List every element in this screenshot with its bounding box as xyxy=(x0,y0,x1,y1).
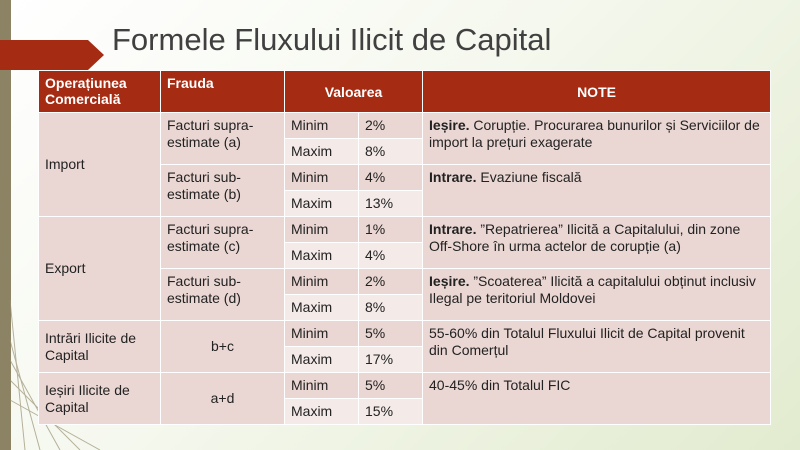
note-cell xyxy=(423,113,771,165)
operation-export: Export xyxy=(39,217,161,321)
operation-outflows: Ieșiri Ilicite de Capital xyxy=(39,373,161,425)
min-label: Minim xyxy=(285,113,359,139)
capital-flow-table xyxy=(38,70,771,425)
note-cell xyxy=(423,165,771,217)
table-row xyxy=(39,321,771,347)
formula-cell: a+d xyxy=(161,373,285,425)
max-value: 13% xyxy=(359,191,423,217)
min-label: Minim xyxy=(285,269,359,295)
note-bold: Intrare. xyxy=(429,221,477,237)
min-label: Minim xyxy=(285,217,359,243)
title-arrow-shape xyxy=(0,40,104,70)
max-label: Maxim xyxy=(285,399,359,425)
min-label: Minim xyxy=(285,373,359,399)
note-text: ”Scoaterea” Ilicită a capitalului obținut inclusiv Ilegal pe teritoriul Moldovei xyxy=(429,273,756,306)
note-cell: 40-45% din Totalul FIC xyxy=(423,373,771,425)
max-label: Maxim xyxy=(285,295,359,321)
max-value: 17% xyxy=(359,347,423,373)
note-text: ”Repatrierea” Ilicită a Capitalului, din zone Off-Shore în urma actelor de corupție (a) xyxy=(429,221,741,254)
min-value: 4% xyxy=(359,165,423,191)
min-label: Minim xyxy=(285,165,359,191)
max-value: 8% xyxy=(359,139,423,165)
max-value: 15% xyxy=(359,399,423,425)
note-bold: Ieșire. xyxy=(429,117,470,133)
max-label: Maxim xyxy=(285,139,359,165)
note-cell: 55-60% din Totalul Fluxului Ilicit de Capital provenit din Comerțul xyxy=(423,321,771,373)
header-operation: Operațiunea Comercială xyxy=(39,71,161,113)
table-row xyxy=(39,217,771,243)
header-fraud: Frauda xyxy=(161,71,285,113)
table-row xyxy=(39,113,771,139)
min-value: 5% xyxy=(359,373,423,399)
note-bold: Ieșire. xyxy=(429,273,470,289)
header-notes: NOTE xyxy=(423,71,771,113)
min-label: Minim xyxy=(285,321,359,347)
note-bold: Intrare. xyxy=(429,169,477,185)
min-value: 2% xyxy=(359,113,423,139)
min-value: 1% xyxy=(359,217,423,243)
max-value: 4% xyxy=(359,243,423,269)
max-value: 8% xyxy=(359,295,423,321)
operation-import: Import xyxy=(39,113,161,217)
note-cell xyxy=(423,269,771,321)
max-label: Maxim xyxy=(285,347,359,373)
header-value: Valoarea xyxy=(285,71,423,113)
min-value: 2% xyxy=(359,269,423,295)
max-label: Maxim xyxy=(285,191,359,217)
note-text: Evaziune fiscală xyxy=(476,169,582,185)
slide-title: Formele Fluxului Ilicit de Capital xyxy=(112,22,552,57)
min-value: 5% xyxy=(359,321,423,347)
fraud-cell: Facturi sub-estimate (d) xyxy=(161,269,285,321)
fraud-cell: Facturi supra-estimate (c) xyxy=(161,217,285,269)
fraud-cell: Facturi supra-estimate (a) xyxy=(161,113,285,165)
header-row xyxy=(39,71,771,113)
note-cell xyxy=(423,217,771,269)
max-label: Maxim xyxy=(285,243,359,269)
formula-cell: b+c xyxy=(161,321,285,373)
table-row xyxy=(39,373,771,399)
fraud-cell: Facturi sub-estimate (b) xyxy=(161,165,285,217)
operation-inflows: Intrări Ilicite de Capital xyxy=(39,321,161,373)
note-text: Corupție. Procurarea bunurilor și Serviciilor de import la prețuri exagerate xyxy=(429,117,760,150)
